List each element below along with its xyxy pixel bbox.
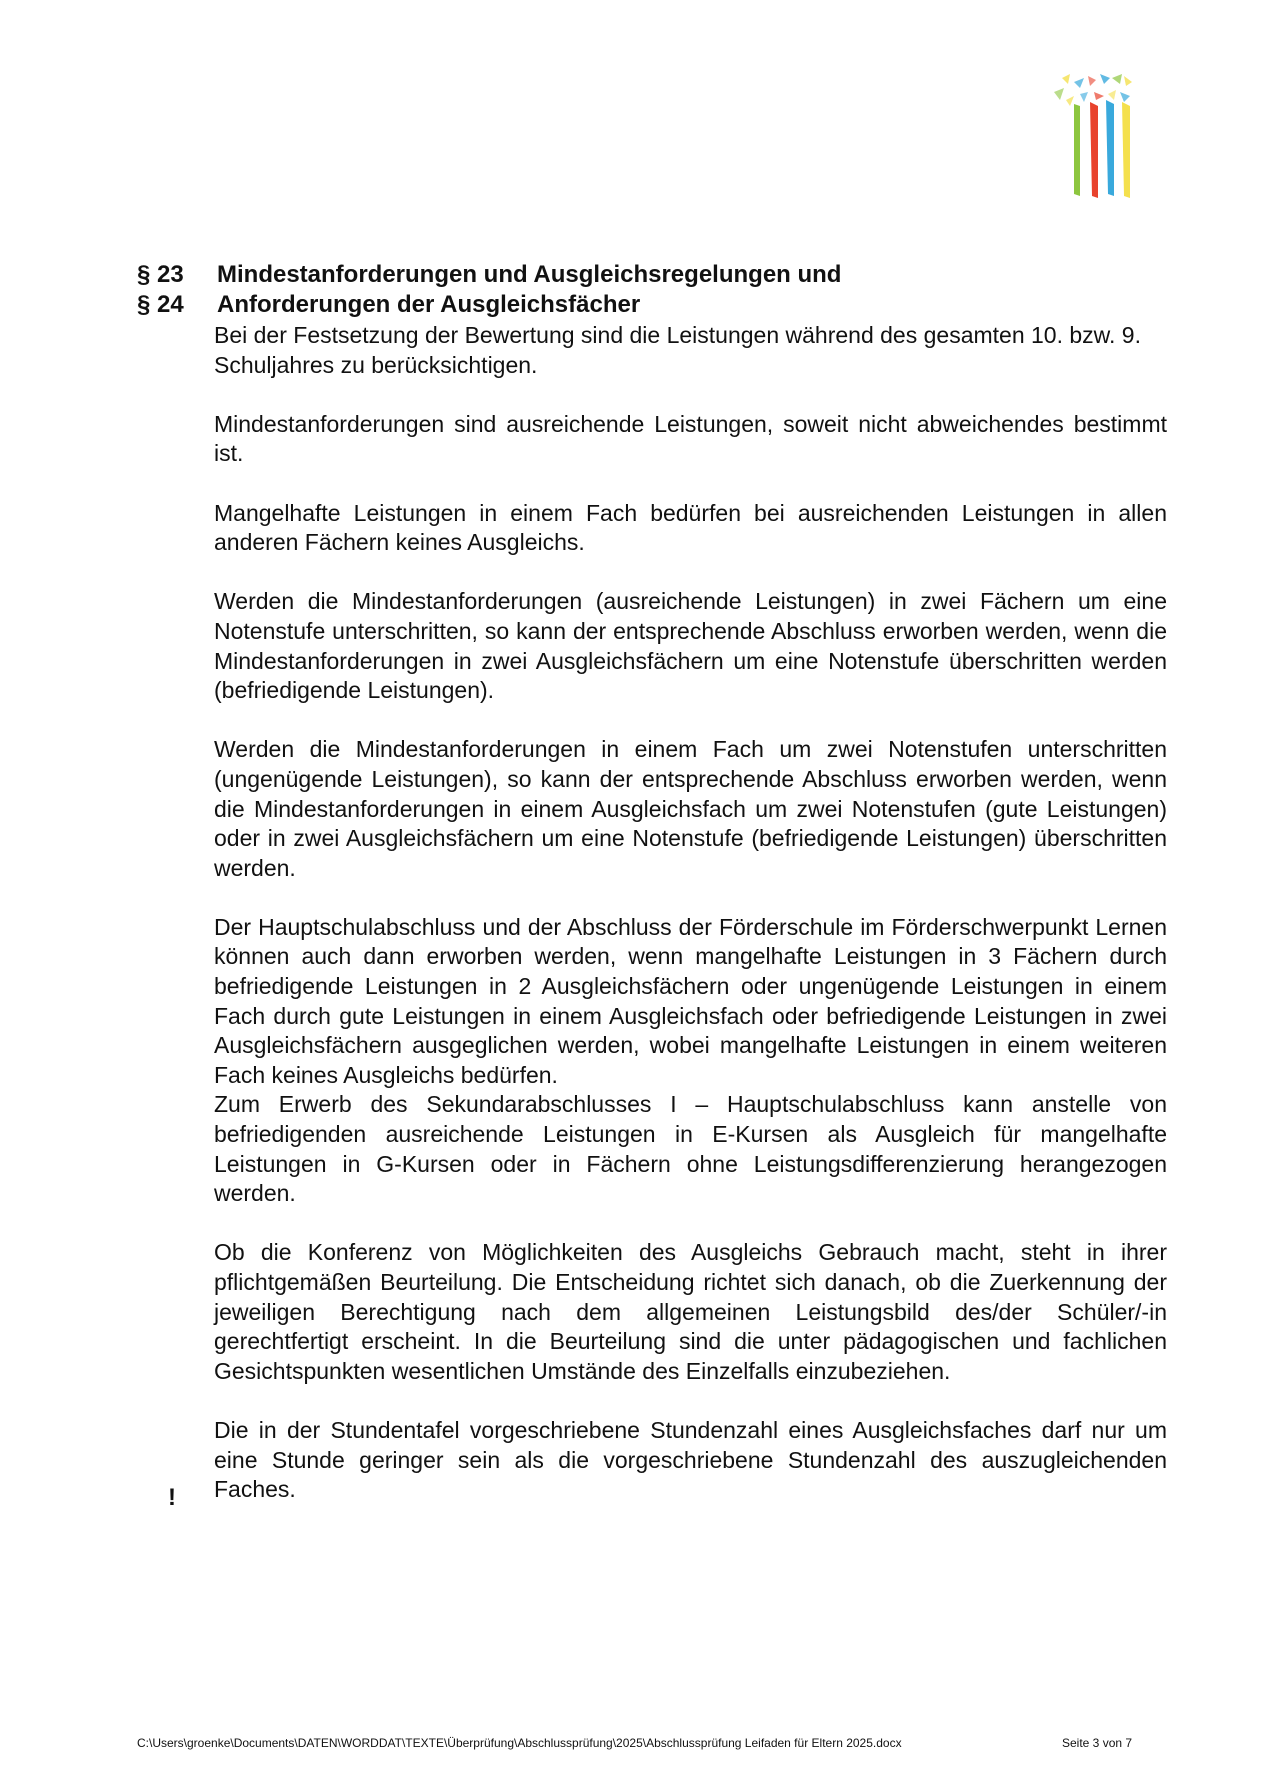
document-body <box>214 321 1167 1534</box>
footer-file-path: C:\Users\groenke\Documents\DATEN\WORDDAT\TEXTE\Überprüfung\Abschlussprüfung\2025\Abschlussprüfung Leifaden für Eltern 2025.docx <box>137 1736 902 1750</box>
section-heading-line-2 <box>137 290 640 320</box>
paragraph-hauptschulabschluss: Der Hauptschulabschluss und der Abschluss der Förderschule im Förderschwerpunkt Lernen können auch dann erworben werden, wenn mangelhafte Leistungen in 3 Fächern durch befriedigende Leistungen in 2 Ausgleichsfächern oder ungenügende Leistungen in einem Fach durch gute Leistungen in einem Ausgleichsfach oder befriedigende Leistungen in zwei Ausgleichsfächern ausgeglichen werden, wobei mangelhafte Leistungen in einem weiteren Fach keines Ausgleichs bedürfen. <box>214 913 1167 1088</box>
page-footer <box>137 1736 1137 1750</box>
paragraph-one-subject-two-grades: Werden die Mindestanforderungen in einem Fach um zwei Notenstufen unterschritten (ungenügende Leistungen), so kann der entsprechende Abschluss erworben werden, wenn die Mindestanforderungen in einem Ausgleichsfach um zwei Notenstufen (gute Leistungen) oder in zwei Ausgleichsfächern um eine Notenstufe (befriedigende Leistungen) überschritten werden. <box>214 736 1167 881</box>
section-title-line-2: Anforderungen der Ausgleichsfächer <box>217 291 641 318</box>
paragraph-note-hours: Die in der Stundentafel vorgeschriebene Stundenzahl eines Ausgleichsfaches darf nur um eine Stunde geringer sein als die vorgeschriebene Stundenzahl des auszugleichenden Faches. <box>214 1416 1167 1503</box>
note-marker: ! <box>168 1484 176 1511</box>
footer-page-number: Seite 3 von 7 <box>1062 1736 1133 1750</box>
section-number-23: § 23 <box>137 261 184 288</box>
section-heading-line-1 <box>137 260 841 290</box>
paragraph-minimum-requirements: Mindestanforderungen sind ausreichende Leistungen, soweit nicht abweichendes bestimmt ist. <box>214 410 1167 467</box>
section-title-line-1: Mindestanforderungen und Ausgleichsregelungen und <box>217 261 842 288</box>
section-number-24: § 24 <box>137 291 184 318</box>
paragraph-two-subjects-one-grade: Werden die Mindestanforderungen (ausreichende Leistungen) in zwei Fächern um eine Notenstufe unterschritten, so kann der entsprechende Abschluss erworben werden, wenn die Mindestanforderungen in zwei Ausgleichsfächern um eine Notenstufe überschritten werden (befriedigende Leistungen). <box>214 588 1167 704</box>
paragraph-sekundarabschluss: Zum Erwerb des Sekundarabschlusses I – Hauptschulabschluss kann anstelle von befriedigenden ausreichende Leistungen in E-Kursen als Ausgleich für mangelhafte Leistungen in G-Kursen oder in Fächern ohne Leistungsdifferenzierung herangezogen werden. <box>214 1091 1167 1207</box>
paragraph-assessment-period: Bei der Festsetzung der Bewertung sind die Leistungen während des gesamten 10. bzw. 9. Schuljahres zu berücksichtigen. <box>214 322 1141 378</box>
paragraph-deficient-one-subject: Mangelhafte Leistungen in einem Fach bedürfen bei ausreichenden Leistungen in allen anderen Fächern keines Ausgleichs. <box>214 499 1167 556</box>
paragraph-conference-discretion: Ob die Konferenz von Möglichkeiten des Ausgleichs Gebrauch macht, steht in ihrer pflichtgemäßen Beurteilung. Die Entscheidung richtet sich danach, ob die Zuerkennung der jeweiligen Berechtigung nach dem allgemeinen Leistungsbild des/der Schüler/-in gerechtfertigt erscheint. In die Beurteilung sind die unter pädagogischen und fachlichen Gesichtspunkten wesentlichen Umstände des Einzelfalls einzubeziehen. <box>214 1239 1167 1384</box>
colored-stripes-logo-icon <box>1040 70 1180 210</box>
